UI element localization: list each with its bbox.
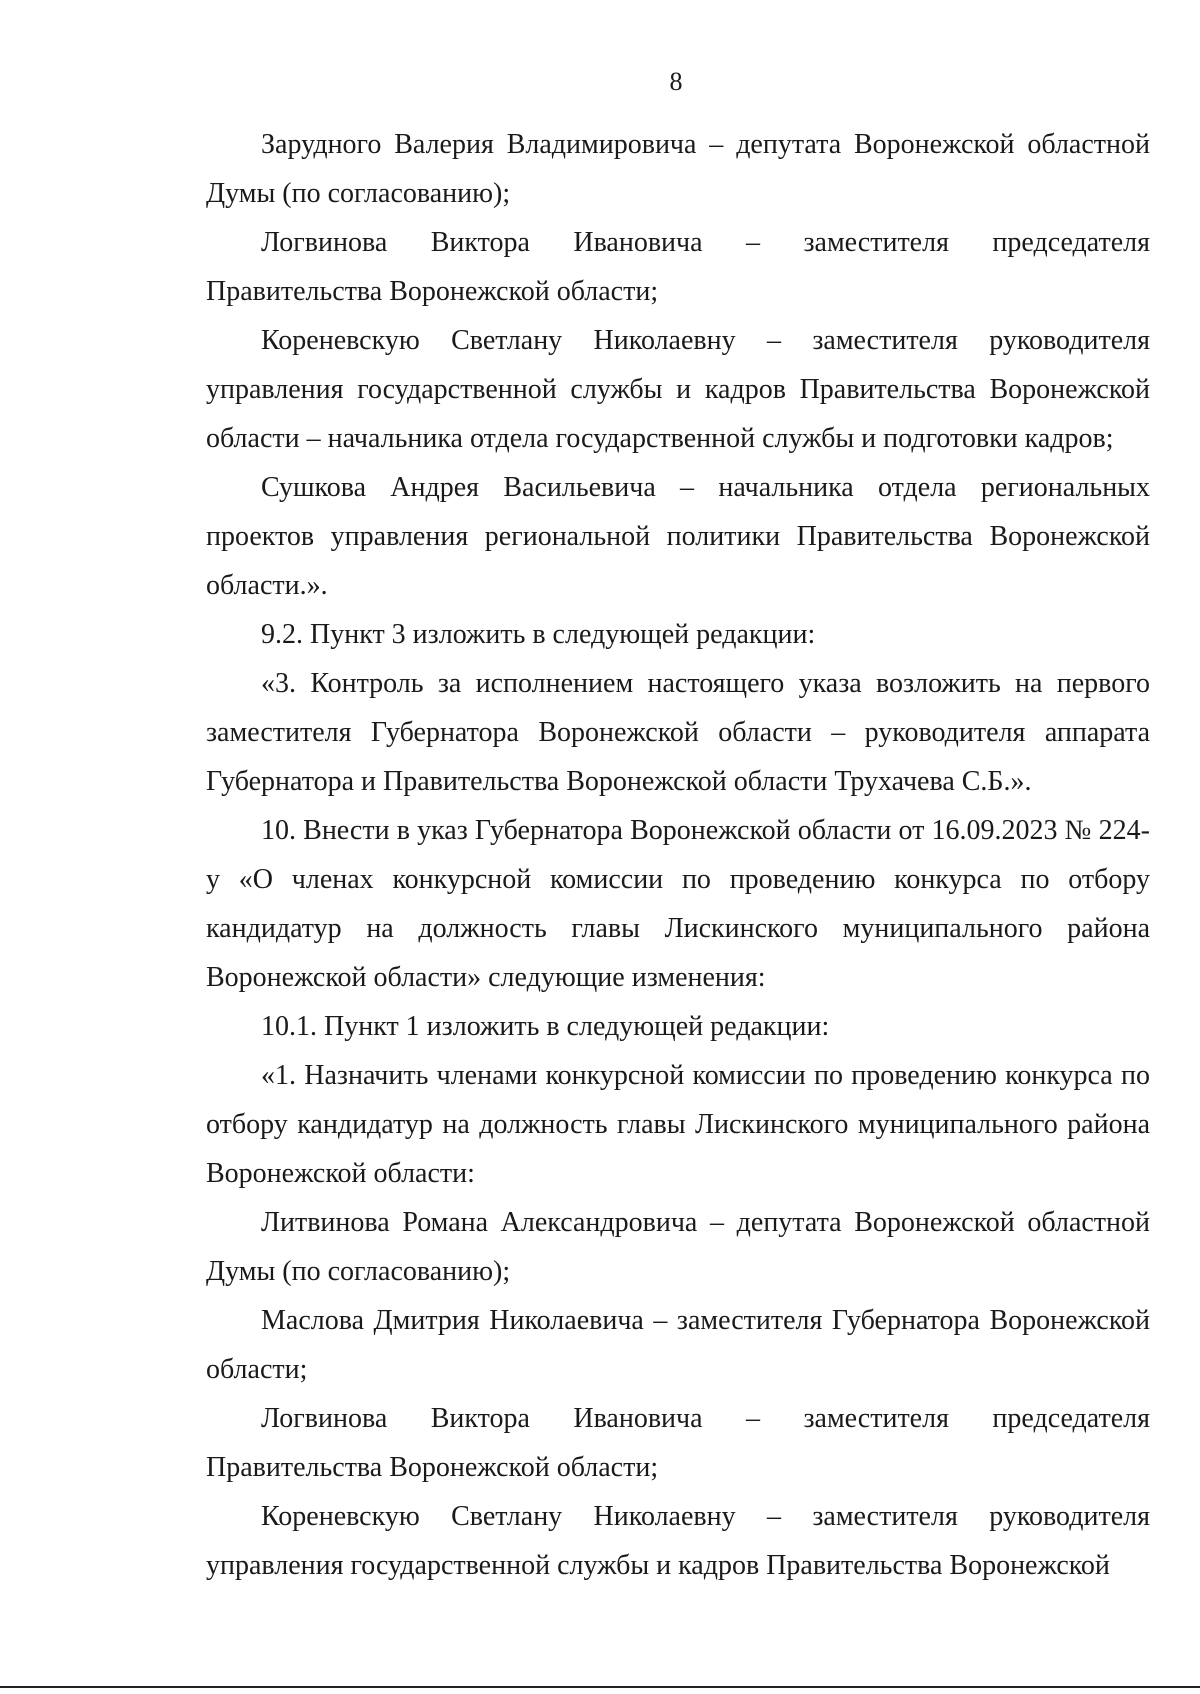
paragraph-control-clause: «3. Контроль за исполнением настоящего указа возложить на первого заместителя Губернатора Воронежской области – руководителя аппарата Губернатора и Правительства Воронежской области Трухачева С.Б.». (206, 668, 1150, 797)
page-bottom-edge (0, 1686, 1200, 1688)
paragraph-item-10-1: 10.1. Пункт 1 изложить в следующей редакции: (261, 1011, 830, 1042)
paragraph-korenevskaya-2: Кореневскую Светлану Николаевну – заместителя руководителя управления государственной службы и кадров Правительства Воронежской (206, 1501, 1150, 1581)
paragraph-korenevskaya-1: Кореневскую Светлану Николаевну – заместителя руководителя управления государственной службы и кадров Правительства Воронежской области – начальника отдела государственной службы и подготовки кадров; (206, 325, 1150, 454)
paragraph-litvinov: Литвинова Романа Александровича – депутата Воронежской областной Думы (по согласованию); (206, 1207, 1150, 1287)
paragraph-maslov: Маслова Дмитрия Николаевича – заместителя Губернатора Воронежской области; (206, 1305, 1150, 1385)
paragraph-item-10: 10. Внести в указ Губернатора Воронежской области от 16.09.2023 № 224-у «О членах конкурсной комиссии по проведению конкурса по отбору кандидатур на должность главы Лискинского муниципального района Воронежской области» следующие изменения: (206, 815, 1150, 993)
paragraph-appoint-members: «1. Назначить членами конкурсной комиссии по проведению конкурса по отбору кандидатур на должность главы Лискинского муниципального района Воронежской области: (206, 1060, 1150, 1189)
paragraph-zarudny: Зарудного Валерия Владимировича – депутата Воронежской областной Думы (по согласованию); (206, 129, 1150, 209)
paragraph-logvinov-2: Логвинова Виктора Ивановича – заместителя председателя Правительства Воронежской области; (206, 1403, 1150, 1483)
document-body (206, 120, 1150, 1590)
page-number: 8 (669, 67, 683, 96)
paragraph-item-9-2: 9.2. Пункт 3 изложить в следующей редакции: (261, 619, 816, 650)
paragraph-logvinov-1: Логвинова Виктора Ивановича – заместителя председателя Правительства Воронежской области; (206, 227, 1150, 307)
paragraph-sushkov: Сушкова Андрея Васильевича – начальника отдела региональных проектов управления региональной политики Правительства Воронежской области.». (206, 472, 1150, 601)
